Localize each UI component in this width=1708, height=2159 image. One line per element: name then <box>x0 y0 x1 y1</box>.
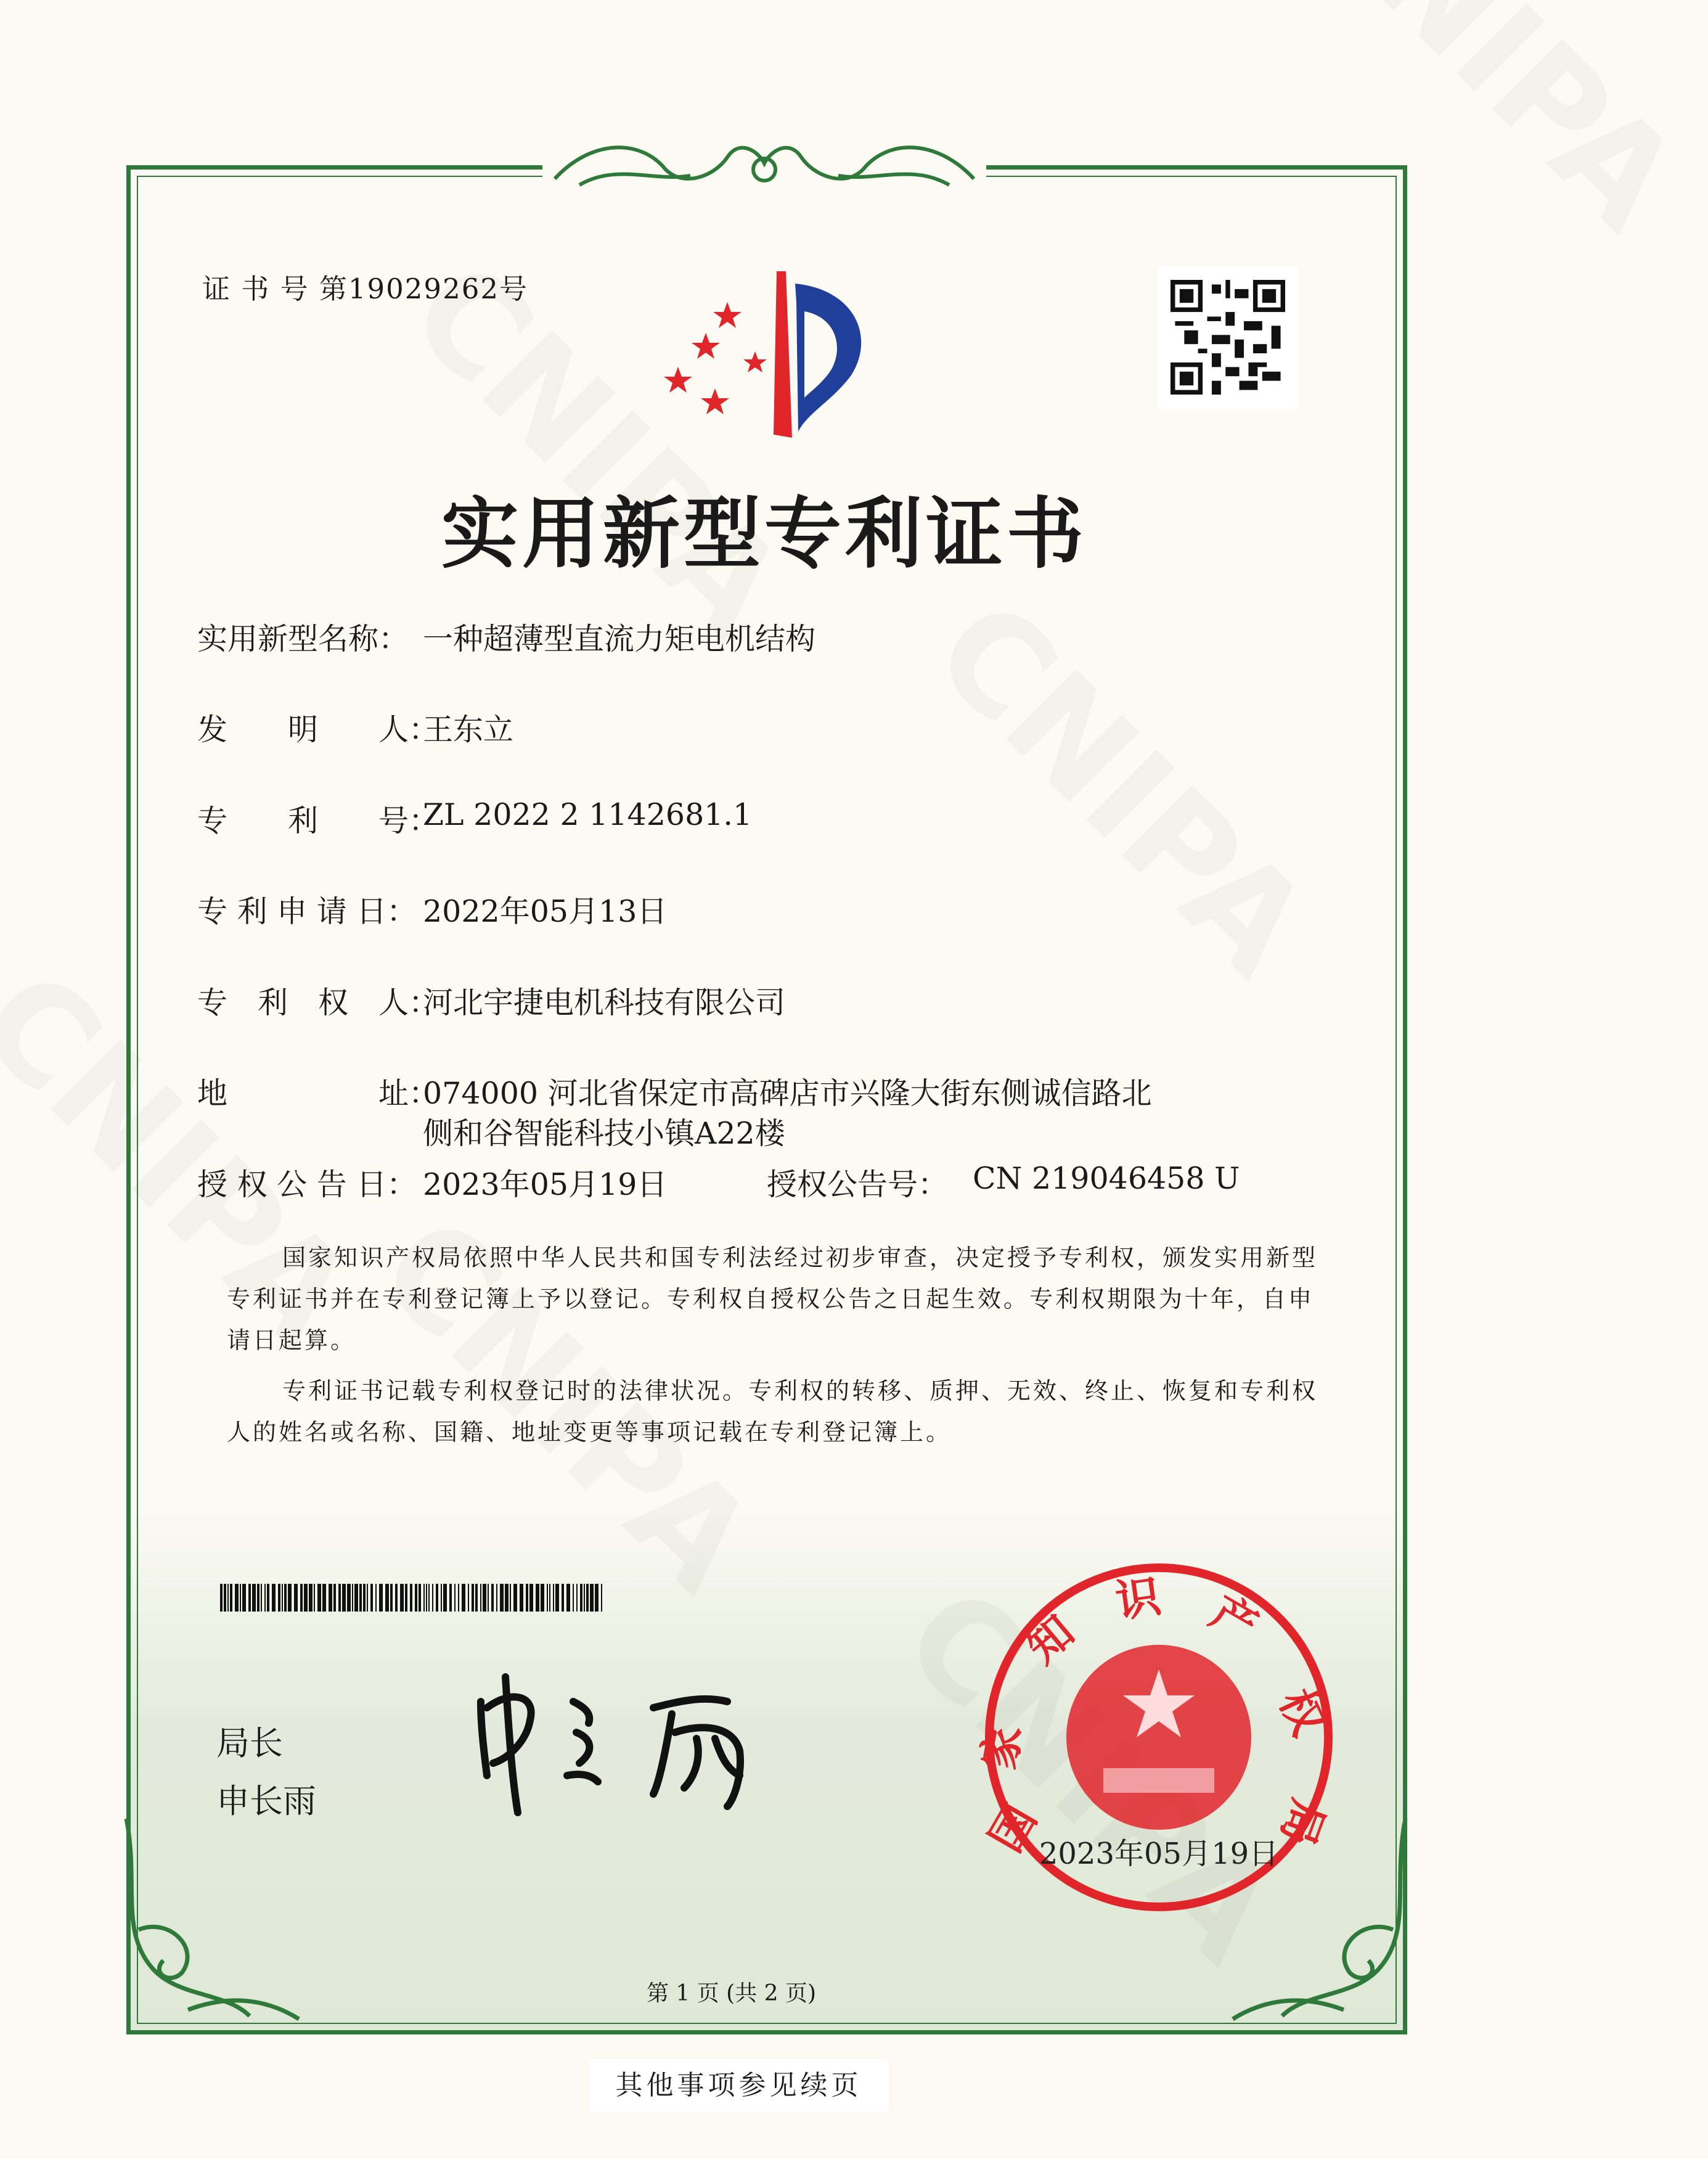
barcode-bar <box>562 1584 564 1612</box>
barcode-bar <box>475 1584 478 1612</box>
certificate-number: 证 书 号 第19029262号 <box>202 272 528 305</box>
barcode-bar <box>284 1584 287 1612</box>
barcode-bar <box>601 1584 602 1612</box>
continuation-note: 其他事项参见续页 <box>589 2059 888 2112</box>
barcode-bar <box>272 1584 276 1612</box>
barcode-bar <box>454 1584 456 1612</box>
barcode-bar <box>322 1584 326 1612</box>
barcode-bar <box>278 1584 280 1612</box>
barcode-bar <box>405 1584 407 1612</box>
seal-date: 2023年05月19日 <box>1039 1837 1279 1871</box>
barcode-bar <box>566 1584 570 1612</box>
barcode-bar <box>300 1584 303 1612</box>
barcode-bar <box>224 1584 226 1612</box>
barcode-bar <box>513 1584 517 1612</box>
barcode-bar <box>458 1584 459 1612</box>
barcode-bar <box>347 1584 351 1612</box>
field-label-patentee: 专 利 权 人： <box>197 985 439 1020</box>
field-value-grant-date: 2023年05月19日 <box>423 1167 668 1202</box>
seal-char: 产 <box>1202 1585 1267 1653</box>
statement-paragraph-2: 专利证书记载专利权登记时的法律状况。专利权的转移、质押、无效、终止、恢复和专利权人的姓名或名称、国籍、地址变更等事项记载在专利登记簿上。 <box>227 1377 1318 1446</box>
barcode-bar <box>267 1584 269 1612</box>
field-label-grant-date: 授 权 公 告 日： <box>197 1167 417 1202</box>
seal-char: 知 <box>1016 1605 1084 1674</box>
barcode-bar <box>496 1584 497 1612</box>
field-value-address-line2: 侧和谷智能科技小镇A22楼 <box>423 1116 785 1151</box>
barcode-bar <box>423 1584 425 1612</box>
barcode-bar <box>400 1584 404 1612</box>
barcode-bar <box>500 1584 504 1612</box>
field-label-patent-number: 专 利 号： <box>197 803 439 838</box>
signatory-name: 申长雨 <box>216 1782 316 1821</box>
barcode-bar <box>462 1584 465 1612</box>
barcode-bar <box>288 1584 292 1612</box>
barcode-bar <box>314 1584 315 1612</box>
barcode-bar <box>248 1584 251 1612</box>
barcode-bar <box>584 1584 585 1612</box>
barcode-bar <box>480 1584 481 1612</box>
page-title: 实用新型专利证书 <box>441 490 1087 579</box>
seal-char: 国 <box>979 1796 1047 1861</box>
barcode-bar <box>375 1584 377 1612</box>
barcode-bar <box>329 1584 332 1612</box>
signature-icon <box>468 1665 789 1819</box>
barcode-bar <box>333 1584 336 1612</box>
barcode-bar <box>595 1584 599 1612</box>
field-value-address: 074000 河北省保定市高碑店市兴隆大街东侧诚信路北 <box>423 1076 1152 1111</box>
barcode-bar <box>483 1584 486 1612</box>
seal-char: 权 <box>1269 1681 1335 1743</box>
barcode-bar <box>235 1584 239 1612</box>
barcode-bar <box>541 1584 544 1612</box>
barcode-bar <box>264 1584 266 1612</box>
barcode-bar <box>428 1584 430 1612</box>
barcode-bar <box>555 1584 559 1612</box>
field-value-name: 一种超薄型直流力矩电机结构 <box>423 621 816 657</box>
barcode-bar <box>468 1584 469 1612</box>
barcode-bar <box>342 1584 346 1612</box>
barcode-bar <box>230 1584 232 1612</box>
barcode-bar <box>586 1584 589 1612</box>
barcode-bar <box>472 1584 474 1612</box>
barcode-bar <box>590 1584 594 1612</box>
field-value-inventor: 王东立 <box>423 712 514 747</box>
barcode-bar <box>580 1584 582 1612</box>
barcode-bar <box>576 1584 578 1612</box>
barcode-bar <box>294 1584 298 1612</box>
barcode-icon <box>220 1584 606 1612</box>
barcode-bar <box>491 1584 494 1612</box>
barcode-bar <box>309 1584 313 1612</box>
field-label-name: 实用新型名称： <box>197 621 409 657</box>
official-seal-icon <box>972 1559 1338 1916</box>
signatory-title: 局长 <box>216 1724 283 1763</box>
barcode-bar <box>252 1584 256 1612</box>
field-label-filing-date: 专 利 申 请 日： <box>197 894 417 929</box>
field-label-address: 地 址： <box>197 1076 439 1111</box>
barcode-bar <box>354 1584 358 1612</box>
page-number: 第 1 页 (共 2 页) <box>646 1981 817 2006</box>
grant-publication-label: 授权公告号： <box>767 1167 949 1202</box>
barcode-bar <box>242 1584 246 1612</box>
barcode-bar <box>390 1584 393 1612</box>
barcode-bar <box>359 1584 362 1612</box>
seal-char: 识 <box>1113 1570 1164 1628</box>
seal-char: 家 <box>972 1720 1031 1774</box>
barcode-bar <box>520 1584 523 1612</box>
barcode-bar <box>220 1584 223 1612</box>
barcode-bar <box>449 1584 452 1612</box>
field-label-inventor: 发 明 人： <box>197 712 439 747</box>
barcode-bar <box>426 1584 427 1612</box>
field-value-filing-date: 2022年05月13日 <box>423 894 668 929</box>
barcode-bar <box>553 1584 554 1612</box>
barcode-bar <box>410 1584 412 1612</box>
barcode-bar <box>549 1584 550 1612</box>
barcode-bar <box>395 1584 398 1612</box>
cnipa-logo-icon <box>653 265 881 444</box>
barcode-bar <box>419 1584 421 1612</box>
barcode-bar <box>240 1584 241 1612</box>
barcode-bar <box>529 1584 533 1612</box>
barcode-bar <box>505 1584 509 1612</box>
barcode-bar <box>352 1584 353 1612</box>
grant-publication-value: CN 219046458 U <box>973 1161 1240 1196</box>
barcode-bar <box>488 1584 489 1612</box>
barcode-bar <box>338 1584 341 1612</box>
barcode-bar <box>257 1584 259 1612</box>
barcode-bar <box>304 1584 308 1612</box>
qr-code-icon <box>1171 279 1285 395</box>
barcode-bar <box>526 1584 528 1612</box>
top-ornament-icon <box>542 126 986 200</box>
field-value-patent-number: ZL 2022 2 1142681.1 <box>423 797 753 832</box>
statement-paragraph-1: 国家知识产权局依照中华人民共和国专利法经过初步审查，决定授予专利权，颁发实用新型专利证书并在专利登记簿上予以登记。专利权自授权公告之日起生效。专利权期限为十年，自申请日起算。 <box>227 1244 1318 1354</box>
barcode-bar <box>441 1584 442 1612</box>
barcode-bar <box>573 1584 574 1612</box>
barcode-bar <box>282 1584 283 1612</box>
barcode-bar <box>261 1584 262 1612</box>
barcode-bar <box>547 1584 548 1612</box>
barcode-bar <box>436 1584 438 1612</box>
barcode-bar <box>227 1584 229 1612</box>
barcode-bar <box>536 1584 539 1612</box>
barcode-bar <box>370 1584 373 1612</box>
seal-char: 局 <box>1270 1793 1335 1853</box>
barcode-bar <box>432 1584 433 1612</box>
field-value-patentee: 河北宇捷电机科技有限公司 <box>423 985 786 1020</box>
barcode-bar <box>379 1584 383 1612</box>
barcode-bar <box>363 1584 366 1612</box>
barcode-bar <box>317 1584 321 1612</box>
barcode-bar <box>415 1584 417 1612</box>
barcode-bar <box>510 1584 511 1612</box>
barcode-bar <box>385 1584 389 1612</box>
barcode-bar <box>443 1584 447 1612</box>
qr-code <box>1157 266 1299 409</box>
barcode-bar <box>367 1584 368 1612</box>
